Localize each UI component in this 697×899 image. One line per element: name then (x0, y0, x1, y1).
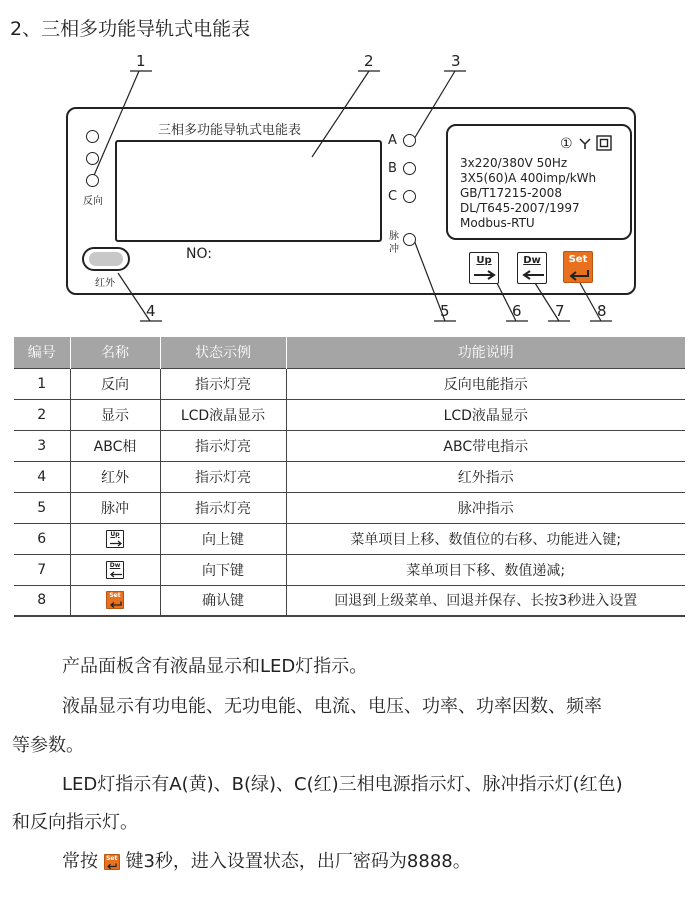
cell-state: 向下键 (160, 554, 286, 585)
serial-no-label: NO: (186, 246, 212, 262)
up-button-label: Up (476, 255, 492, 266)
header-num: 编号 (14, 337, 70, 368)
callout-2: 2 (364, 52, 374, 70)
cell-num: 4 (14, 461, 70, 492)
set-button-label: Set (568, 254, 588, 265)
section-title: 2、三相多功能导轨式电能表 (10, 18, 251, 40)
infrared-window (82, 247, 130, 271)
cell-name (70, 554, 160, 585)
spec-plate (446, 124, 632, 240)
cell-name: 显示 (70, 399, 160, 430)
down-button-label: Dw (523, 255, 541, 266)
cell-name: 反向 (70, 368, 160, 399)
table-row (14, 399, 685, 430)
cell-num: 3 (14, 430, 70, 461)
cell-desc: LCD液晶显示 (286, 399, 685, 430)
phase-c-label: C (388, 189, 398, 204)
table-header-row (14, 337, 685, 368)
spec-line-4: DL/T645-2007/1997 (460, 201, 580, 215)
phase-a-led (403, 134, 416, 147)
header-desc: 功能说明 (286, 337, 685, 368)
infrared-label: 红外 (95, 278, 115, 289)
led-indicator-1 (86, 130, 99, 143)
paragraph-4 (62, 847, 471, 873)
header-name: 名称 (70, 337, 160, 368)
spec-line-1: 3x220/380V 50Hz (460, 156, 568, 170)
phase-b-label: B (388, 161, 397, 176)
cell-state: LCD液晶显示 (160, 399, 286, 430)
cell-num: 8 (14, 585, 70, 616)
cell-num: 5 (14, 492, 70, 523)
callout-3: 3 (451, 52, 461, 70)
cell-desc: 脉冲指示 (286, 492, 685, 523)
cell-name: ABC相 (70, 430, 160, 461)
table-row (14, 492, 685, 523)
callout-7: 7 (555, 302, 565, 320)
three-phase-symbol-icon (578, 136, 592, 150)
paragraph-3-line-1: LED灯指示有A(黄)、B(绿)、C(红)三相电源指示灯、脉冲指示灯(红色) (62, 774, 623, 795)
paragraph-4-prefix: 常按 (62, 851, 98, 872)
phase-b-led (403, 162, 416, 175)
double-insulation-icon (596, 135, 612, 151)
function-table (14, 337, 685, 617)
reverse-label: 反向 (83, 196, 103, 207)
cell-name: 脉冲 (70, 492, 160, 523)
cell-state: 确认键 (160, 585, 286, 616)
paragraph-3-line-2: 和反向指示灯。 (12, 812, 138, 833)
pulse-label-bottom: 冲 (389, 244, 399, 255)
left-arrow-icon (521, 270, 545, 280)
set-key-icon: Set (106, 591, 124, 609)
header-state: 状态示例 (160, 337, 286, 368)
cell-state: 指示灯亮 (160, 461, 286, 492)
pulse-label-top: 脉 (389, 231, 399, 242)
cell-state: 向上键 (160, 523, 286, 554)
callout-5: 5 (440, 302, 450, 320)
spec-line-2: 3X5(60)A 400imp/kWh (460, 171, 597, 185)
set-key-icon: Set (104, 854, 120, 870)
class-symbol: ① (560, 136, 573, 152)
cell-name (70, 523, 160, 554)
led-indicator-2 (86, 152, 99, 165)
cell-desc: 菜单项目上移、数值位的右移、功能进入键; (286, 523, 685, 554)
cell-desc: 红外指示 (286, 461, 685, 492)
cell-state: 指示灯亮 (160, 368, 286, 399)
cell-name: 红外 (70, 461, 160, 492)
enter-arrow-icon (567, 269, 591, 281)
lcd-title: 三相多功能导轨式电能表 (158, 123, 302, 138)
paragraph-4-suffix: 键3秒，进入设置状态，出厂密码为8888。 (125, 851, 471, 872)
lcd-display (115, 140, 382, 242)
phase-a-label: A (388, 133, 397, 148)
set-button[interactable] (563, 251, 593, 283)
right-arrow-icon (473, 270, 497, 280)
down-key-icon: Dw (106, 561, 124, 579)
table-row (14, 461, 685, 492)
cell-num: 2 (14, 399, 70, 430)
callout-1: 1 (136, 52, 146, 70)
table-row (14, 554, 685, 585)
callout-4: 4 (146, 302, 156, 320)
pulse-led (403, 233, 416, 246)
paragraph-1: 产品面板含有液晶显示和LED灯指示。 (62, 656, 368, 677)
callout-6: 6 (512, 302, 522, 320)
cell-desc: 菜单项目下移、数值递减; (286, 554, 685, 585)
table-row (14, 368, 685, 399)
reverse-led (86, 174, 99, 187)
up-key-icon: Up (106, 530, 124, 548)
phase-c-led (403, 190, 416, 203)
cell-num: 7 (14, 554, 70, 585)
paragraph-2-line-1: 液晶显示有功电能、无功电能、电流、电压、功率、功率因数、频率 (62, 696, 602, 717)
paragraph-2-line-2: 等参数。 (12, 735, 84, 756)
table-row (14, 585, 685, 616)
spec-line-3: GB/T17215-2008 (460, 186, 562, 200)
cell-desc: 回退到上级菜单、回退并保存、长按3秒进入设置 (286, 585, 685, 616)
callout-8: 8 (597, 302, 607, 320)
cell-desc: ABC带电指示 (286, 430, 685, 461)
cell-num: 6 (14, 523, 70, 554)
cell-num: 1 (14, 368, 70, 399)
table-row (14, 523, 685, 554)
cell-desc: 反向电能指示 (286, 368, 685, 399)
up-button[interactable] (469, 252, 499, 284)
cell-state: 指示灯亮 (160, 492, 286, 523)
cell-state: 指示灯亮 (160, 430, 286, 461)
table-row (14, 430, 685, 461)
spec-line-5: Modbus-RTU (460, 216, 535, 230)
down-button[interactable] (517, 252, 547, 284)
cell-name (70, 585, 160, 616)
